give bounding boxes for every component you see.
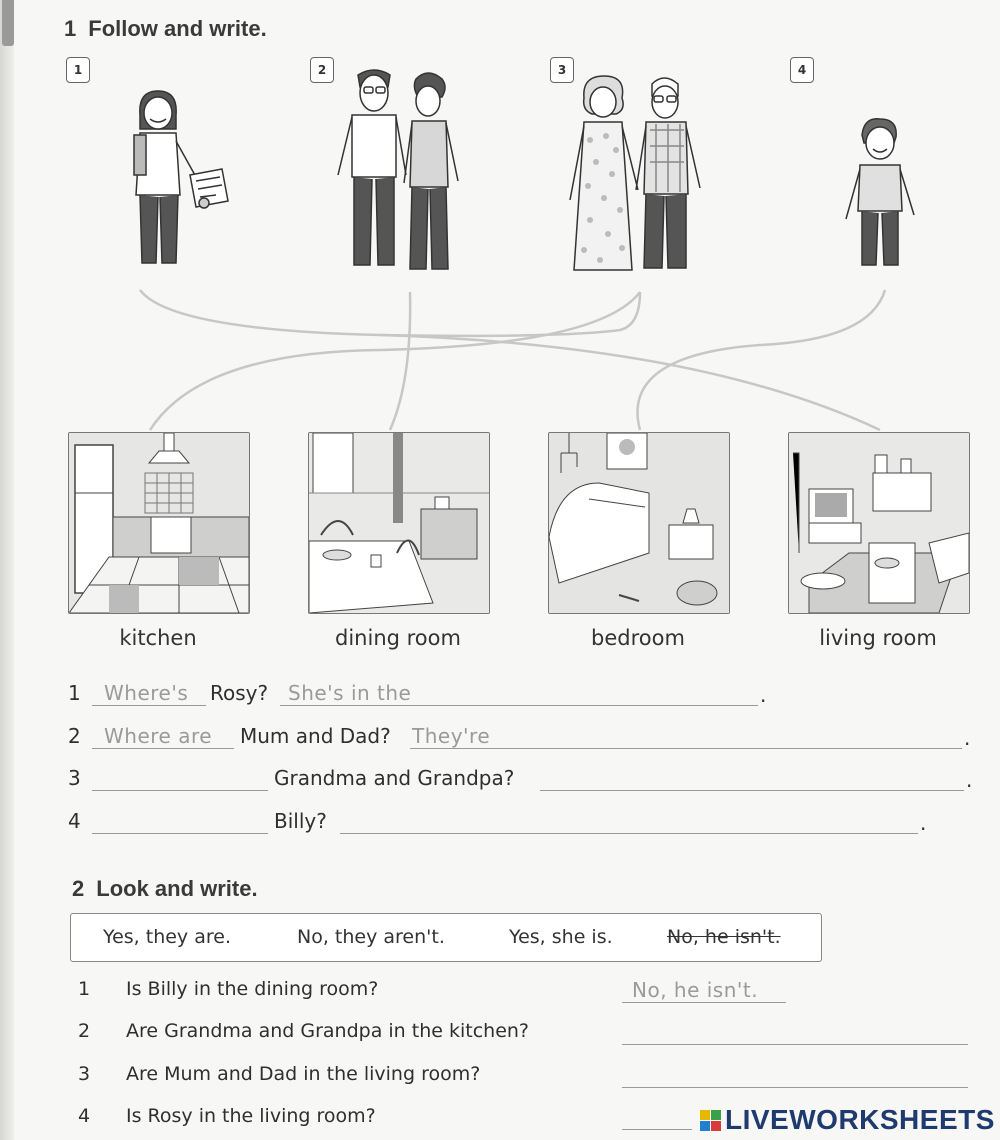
ex2-question-2 — [78, 1020, 978, 1048]
full-stop: . — [760, 683, 767, 707]
question-text: Are Mum and Dad in the living room? — [126, 1063, 481, 1085]
ex1-question-3 — [68, 766, 978, 796]
full-stop: . — [920, 811, 927, 835]
question-number: 4 — [78, 1105, 91, 1127]
answer-options-box — [70, 913, 822, 962]
line-grandparents — [150, 292, 640, 430]
ex2-question-1 — [78, 978, 978, 1006]
question-number: 1 — [68, 681, 81, 705]
line-billy — [638, 290, 886, 430]
line-rosy — [140, 290, 640, 336]
full-stop: . — [966, 768, 973, 792]
picture-number-4: 4 — [790, 57, 814, 83]
question-number: 1 — [78, 978, 91, 1000]
question-number: 4 — [68, 809, 81, 833]
exercise-2-heading — [72, 876, 258, 902]
question-text: Are Grandma and Grandpa in the kitchen? — [126, 1020, 530, 1042]
question-text: Mum and Dad? — [240, 724, 391, 748]
room-label-living-room: living room — [819, 626, 937, 650]
billy-boy-illustration — [840, 115, 920, 275]
answer-blank-4a[interactable] — [92, 809, 268, 834]
exercise-2-title: Look and write. — [96, 876, 258, 901]
question-text: Is Rosy in the living room? — [126, 1105, 376, 1127]
answer-blank-ex2-4[interactable] — [622, 1105, 692, 1130]
option-yes-they-are: Yes, they are. — [103, 926, 231, 948]
answer-blank-ex2-3[interactable] — [622, 1063, 968, 1088]
handwritten-answer: She's in the — [288, 681, 412, 705]
question-text: Rosy? — [210, 681, 269, 705]
line-extra — [380, 335, 880, 430]
watermark-text: LIVEWORKSHEETS — [725, 1104, 995, 1135]
answer-blank-3b[interactable] — [540, 766, 964, 791]
handwritten-answer: No, he isn't. — [632, 978, 759, 1002]
option-no-they-arent: No, they aren't. — [297, 926, 445, 948]
page-binding-edge — [0, 0, 14, 1140]
bedroom-picture — [548, 432, 730, 614]
answer-blank-ex2-2[interactable] — [622, 1020, 968, 1045]
handwritten-answer: They're — [412, 724, 491, 748]
line-mum-dad — [390, 292, 410, 430]
question-number: 2 — [78, 1020, 91, 1042]
question-number: 3 — [78, 1063, 91, 1085]
binding-tab — [2, 0, 14, 46]
liveworksheets-logo-icon — [700, 1110, 721, 1131]
ex2-question-4 — [78, 1105, 698, 1133]
question-number: 3 — [68, 766, 81, 790]
room-label-kitchen: kitchen — [119, 626, 197, 650]
handwritten-answer: Where are — [104, 724, 213, 748]
living-room-picture — [788, 432, 970, 614]
ex2-question-3 — [78, 1063, 978, 1091]
exercise-2-number: 2 — [72, 876, 85, 901]
picture-number-3: 3 — [550, 57, 574, 83]
ex1-question-1 — [68, 681, 968, 711]
rosy-girl-illustration — [110, 85, 240, 280]
exercise-1-number: 1 — [64, 16, 77, 41]
question-text: Grandma and Grandpa? — [274, 766, 515, 790]
picture-number-2: 2 — [310, 57, 334, 83]
question-text: Is Billy in the dining room? — [126, 978, 379, 1000]
exercise-1-heading — [64, 16, 267, 42]
full-stop: . — [964, 726, 971, 750]
option-yes-she-is: Yes, she is. — [509, 926, 613, 948]
mum-and-dad-illustration — [330, 65, 470, 280]
dining-room-picture — [308, 432, 490, 614]
ex1-question-2 — [68, 724, 978, 754]
answer-blank-2b[interactable] — [410, 724, 962, 749]
kitchen-picture — [68, 432, 250, 614]
answer-blank-3a[interactable] — [92, 766, 268, 791]
liveworksheets-watermark — [700, 1100, 1000, 1140]
room-label-dining-room: dining room — [335, 626, 461, 650]
question-text: Billy? — [274, 809, 327, 833]
answer-blank-4b[interactable] — [340, 809, 918, 834]
question-number: 2 — [68, 724, 81, 748]
room-label-bedroom: bedroom — [591, 626, 685, 650]
grandma-and-grandpa-illustration — [560, 70, 720, 280]
ex1-question-4 — [68, 809, 948, 839]
option-no-he-isnt-used: No, he isn't. — [667, 926, 781, 948]
exercise-1-title: Follow and write. — [88, 16, 267, 41]
handwritten-answer: Where's — [104, 681, 189, 705]
picture-number-1: 1 — [66, 57, 90, 83]
